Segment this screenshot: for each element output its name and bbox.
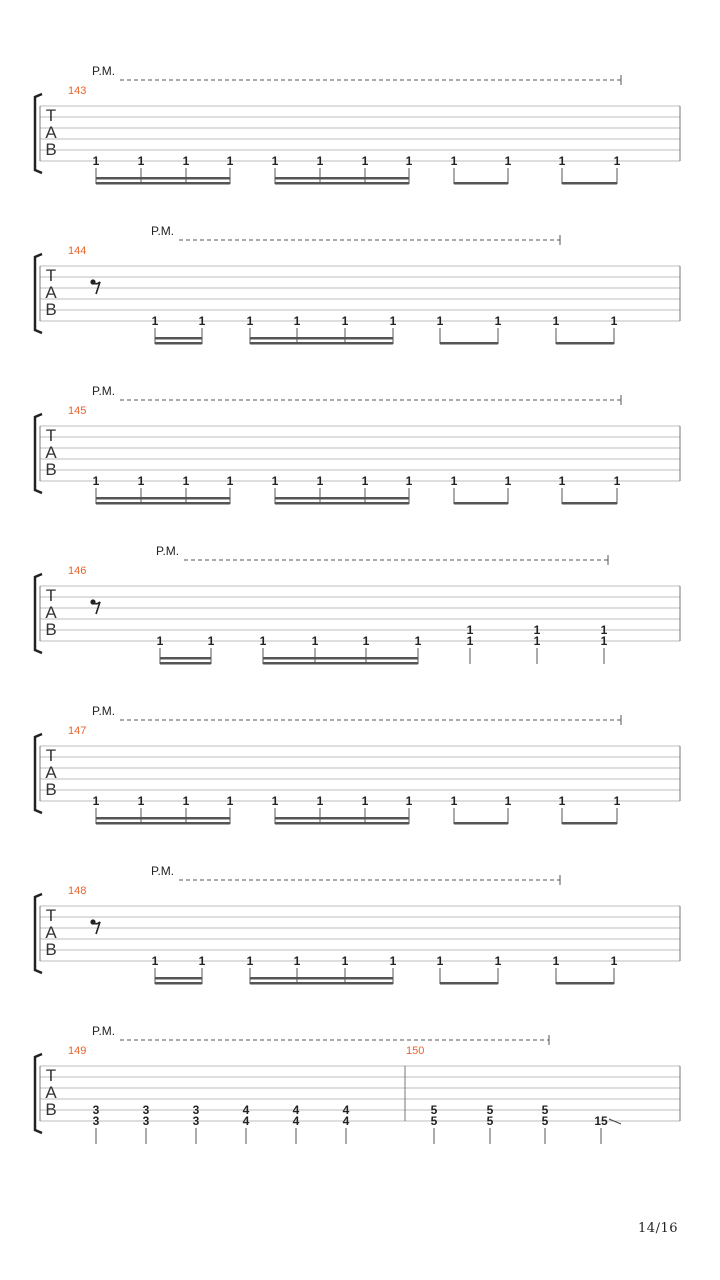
fret-number: 1 <box>198 314 206 328</box>
beam <box>556 982 614 985</box>
fret-number: 1 <box>600 634 608 648</box>
beam <box>96 497 230 500</box>
tab-note <box>293 1103 300 1144</box>
fret-number: 1 <box>137 154 145 168</box>
tab-note <box>451 474 458 504</box>
fret-number: 1 <box>504 794 512 808</box>
tab-clef-letter: A <box>45 443 57 462</box>
fret-number: 1 <box>182 794 190 808</box>
beam <box>562 502 617 505</box>
tab-clef-letter: T <box>45 746 57 765</box>
beam <box>440 982 498 985</box>
tab-note <box>467 623 474 664</box>
beam <box>96 822 230 825</box>
fret-number: 1 <box>466 623 474 637</box>
page-number: 14/16 <box>638 1221 678 1236</box>
beam <box>454 502 508 505</box>
tab-note <box>143 1103 150 1144</box>
tab-clef-letter: B <box>45 780 57 799</box>
fret-number: 1 <box>156 634 164 648</box>
beam <box>96 502 230 505</box>
tab-note <box>243 1103 250 1144</box>
fret-number: 1 <box>151 954 159 968</box>
fret-number: 1 <box>316 474 324 488</box>
fret-number: 5 <box>541 1114 549 1128</box>
palm-mute-label: P.M. <box>92 704 116 718</box>
tab-note <box>614 794 621 824</box>
palm-mute-label: P.M. <box>151 224 175 238</box>
fret-number: 4 <box>342 1103 350 1117</box>
tab-clef-letter: B <box>45 140 57 159</box>
fret-number: 3 <box>192 1114 200 1128</box>
fret-number: 1 <box>436 314 444 328</box>
beam <box>275 182 409 185</box>
measure-number: 145 <box>68 405 87 417</box>
beam <box>250 977 393 980</box>
tab-clef-letter: T <box>45 906 57 925</box>
fret-number: 1 <box>613 474 621 488</box>
fret-number: 4 <box>242 1103 250 1117</box>
tab-clef-letter: A <box>45 1083 57 1102</box>
beam <box>275 822 409 825</box>
tab-note <box>611 954 618 984</box>
tab-clef-letter: A <box>45 923 57 942</box>
fret-number: 1 <box>182 154 190 168</box>
tab-note <box>431 1103 438 1144</box>
fret-number: 1 <box>137 474 145 488</box>
tab-note <box>451 794 458 824</box>
fret-number: 1 <box>436 954 444 968</box>
tab-note <box>559 794 566 824</box>
beam <box>556 342 614 345</box>
tab-clef-letter: T <box>45 266 57 285</box>
fret-number: 1 <box>271 794 279 808</box>
measure-number: 147 <box>68 725 87 737</box>
fret-number: 1 <box>316 154 324 168</box>
beam <box>263 662 418 665</box>
fret-number: 1 <box>610 954 618 968</box>
fret-number: 1 <box>533 634 541 648</box>
fret-number: 1 <box>552 954 560 968</box>
fret-number: 1 <box>405 794 413 808</box>
palm-mute-label: P.M. <box>92 384 116 398</box>
fret-number: 1 <box>311 634 319 648</box>
tab-note <box>505 794 512 824</box>
tab-system <box>35 64 680 185</box>
fret-number: 1 <box>494 314 502 328</box>
palm-mute-label: P.M. <box>92 1024 116 1038</box>
tab-note <box>614 154 621 184</box>
fret-number: 3 <box>92 1103 100 1117</box>
measure-number: 150 <box>406 1045 425 1057</box>
fret-number: 1 <box>613 154 621 168</box>
fret-number: 3 <box>92 1114 100 1128</box>
eighth-rest-icon <box>90 279 100 294</box>
fret-number: 1 <box>246 954 254 968</box>
fret-number: 4 <box>342 1114 350 1128</box>
tab-clef-letter: B <box>45 460 57 479</box>
tab-note <box>594 1114 621 1144</box>
fret-number: 1 <box>361 474 369 488</box>
tab-system <box>35 544 680 665</box>
fret-number: 1 <box>361 154 369 168</box>
fret-number: 1 <box>226 474 234 488</box>
fret-number: 1 <box>341 314 349 328</box>
tab-system <box>35 224 680 345</box>
tab-note <box>542 1103 549 1144</box>
tab-note <box>495 954 502 984</box>
tab-clef-letter: B <box>45 940 57 959</box>
tab-note <box>505 474 512 504</box>
fret-number: 1 <box>198 954 206 968</box>
tab-note <box>614 474 621 504</box>
fret-number: 1 <box>450 794 458 808</box>
fret-number: 1 <box>389 314 397 328</box>
tab-note <box>553 954 560 984</box>
fret-number: 1 <box>259 634 267 648</box>
fret-number: 1 <box>271 474 279 488</box>
tab-note <box>553 314 560 344</box>
tab-note <box>534 623 541 664</box>
fret-number: 3 <box>142 1103 150 1117</box>
fret-number: 1 <box>362 634 370 648</box>
fret-number: 4 <box>292 1103 300 1117</box>
beam <box>562 822 617 825</box>
fret-number: 1 <box>92 794 100 808</box>
measure-number: 146 <box>68 565 87 577</box>
beam <box>275 497 409 500</box>
tab-note <box>437 954 444 984</box>
beam <box>96 177 230 180</box>
tab-note <box>505 154 512 184</box>
fret-number: 1 <box>504 154 512 168</box>
beam <box>250 982 393 985</box>
beam <box>155 982 202 985</box>
palm-mute-label: P.M. <box>151 864 175 878</box>
beam <box>96 182 230 185</box>
tab-note <box>451 154 458 184</box>
tab-note <box>437 314 444 344</box>
beam <box>160 657 211 660</box>
fret-number: 1 <box>466 634 474 648</box>
tab-note <box>559 154 566 184</box>
tab-system <box>35 1024 680 1144</box>
fret-number: 1 <box>552 314 560 328</box>
fret-number: 5 <box>486 1103 494 1117</box>
tab-clef-letter: A <box>45 283 57 302</box>
fret-number: 1 <box>207 634 215 648</box>
fret-number: 1 <box>405 474 413 488</box>
beam <box>155 342 202 345</box>
beam <box>250 337 393 340</box>
beam <box>155 337 202 340</box>
fret-number: 1 <box>361 794 369 808</box>
fret-number: 1 <box>271 154 279 168</box>
tab-clef-letter: A <box>45 603 57 622</box>
fret-number: 1 <box>613 794 621 808</box>
tab-clef-letter: T <box>45 1066 57 1085</box>
fret-number: 15 <box>594 1114 608 1128</box>
tab-note <box>487 1103 494 1144</box>
tab-clef-letter: B <box>45 620 57 639</box>
tab-note <box>343 1103 350 1144</box>
tab-note <box>611 314 618 344</box>
beam <box>275 177 409 180</box>
fret-number: 5 <box>541 1103 549 1117</box>
fret-number: 1 <box>151 314 159 328</box>
fret-number: 1 <box>293 314 301 328</box>
tab-clef-letter: B <box>45 300 57 319</box>
eighth-rest-icon <box>90 599 100 614</box>
fret-number: 1 <box>600 623 608 637</box>
tab-system <box>35 864 680 985</box>
tab-note <box>193 1103 200 1144</box>
fret-number: 1 <box>137 794 145 808</box>
tab-clef-letter: A <box>45 123 57 142</box>
beam <box>454 822 508 825</box>
beam <box>250 342 393 345</box>
measure-number: 149 <box>68 1045 87 1057</box>
fret-number: 1 <box>316 794 324 808</box>
measure-number: 144 <box>68 245 87 257</box>
fret-number: 1 <box>610 314 618 328</box>
beam <box>275 817 409 820</box>
fret-number: 1 <box>389 954 397 968</box>
fret-number: 1 <box>92 474 100 488</box>
fret-number: 5 <box>430 1114 438 1128</box>
fret-number: 1 <box>226 794 234 808</box>
fret-number: 1 <box>450 474 458 488</box>
fret-number: 1 <box>533 623 541 637</box>
fret-number: 1 <box>558 474 566 488</box>
eighth-rest-icon <box>90 919 100 934</box>
fret-number: 1 <box>226 154 234 168</box>
beam <box>160 662 211 665</box>
beam <box>454 182 508 185</box>
fret-number: 1 <box>246 314 254 328</box>
beam <box>155 977 202 980</box>
beam <box>440 342 498 345</box>
fret-number: 3 <box>142 1114 150 1128</box>
fret-number: 5 <box>430 1103 438 1117</box>
tab-clef-letter: B <box>45 1100 57 1119</box>
fret-number: 4 <box>292 1114 300 1128</box>
palm-mute-label: P.M. <box>156 544 180 558</box>
fret-number: 1 <box>293 954 301 968</box>
fret-number: 1 <box>182 474 190 488</box>
tab-clef-letter: A <box>45 763 57 782</box>
fret-number: 5 <box>486 1114 494 1128</box>
tab-note <box>601 623 608 664</box>
tab-system <box>35 384 680 505</box>
fret-number: 1 <box>341 954 349 968</box>
beam <box>562 182 617 185</box>
fret-number: 1 <box>558 794 566 808</box>
fret-number: 1 <box>414 634 422 648</box>
tab-clef-letter: T <box>45 586 57 605</box>
tab-system <box>35 704 680 825</box>
fret-number: 1 <box>92 154 100 168</box>
tab-clef-letter: T <box>45 106 57 125</box>
beam <box>263 657 418 660</box>
fret-number: 3 <box>192 1103 200 1117</box>
fret-number: 4 <box>242 1114 250 1128</box>
beam <box>96 817 230 820</box>
measure-number: 148 <box>68 885 87 897</box>
beam <box>275 502 409 505</box>
measure-number: 143 <box>68 85 87 97</box>
fret-number: 1 <box>494 954 502 968</box>
fret-number: 1 <box>558 154 566 168</box>
palm-mute-label: P.M. <box>92 64 116 78</box>
tab-clef-letter: T <box>45 426 57 445</box>
tab-note <box>93 1103 100 1144</box>
fret-number: 1 <box>405 154 413 168</box>
tab-note <box>559 474 566 504</box>
tab-note <box>495 314 502 344</box>
fret-number: 1 <box>504 474 512 488</box>
fret-number: 1 <box>450 154 458 168</box>
